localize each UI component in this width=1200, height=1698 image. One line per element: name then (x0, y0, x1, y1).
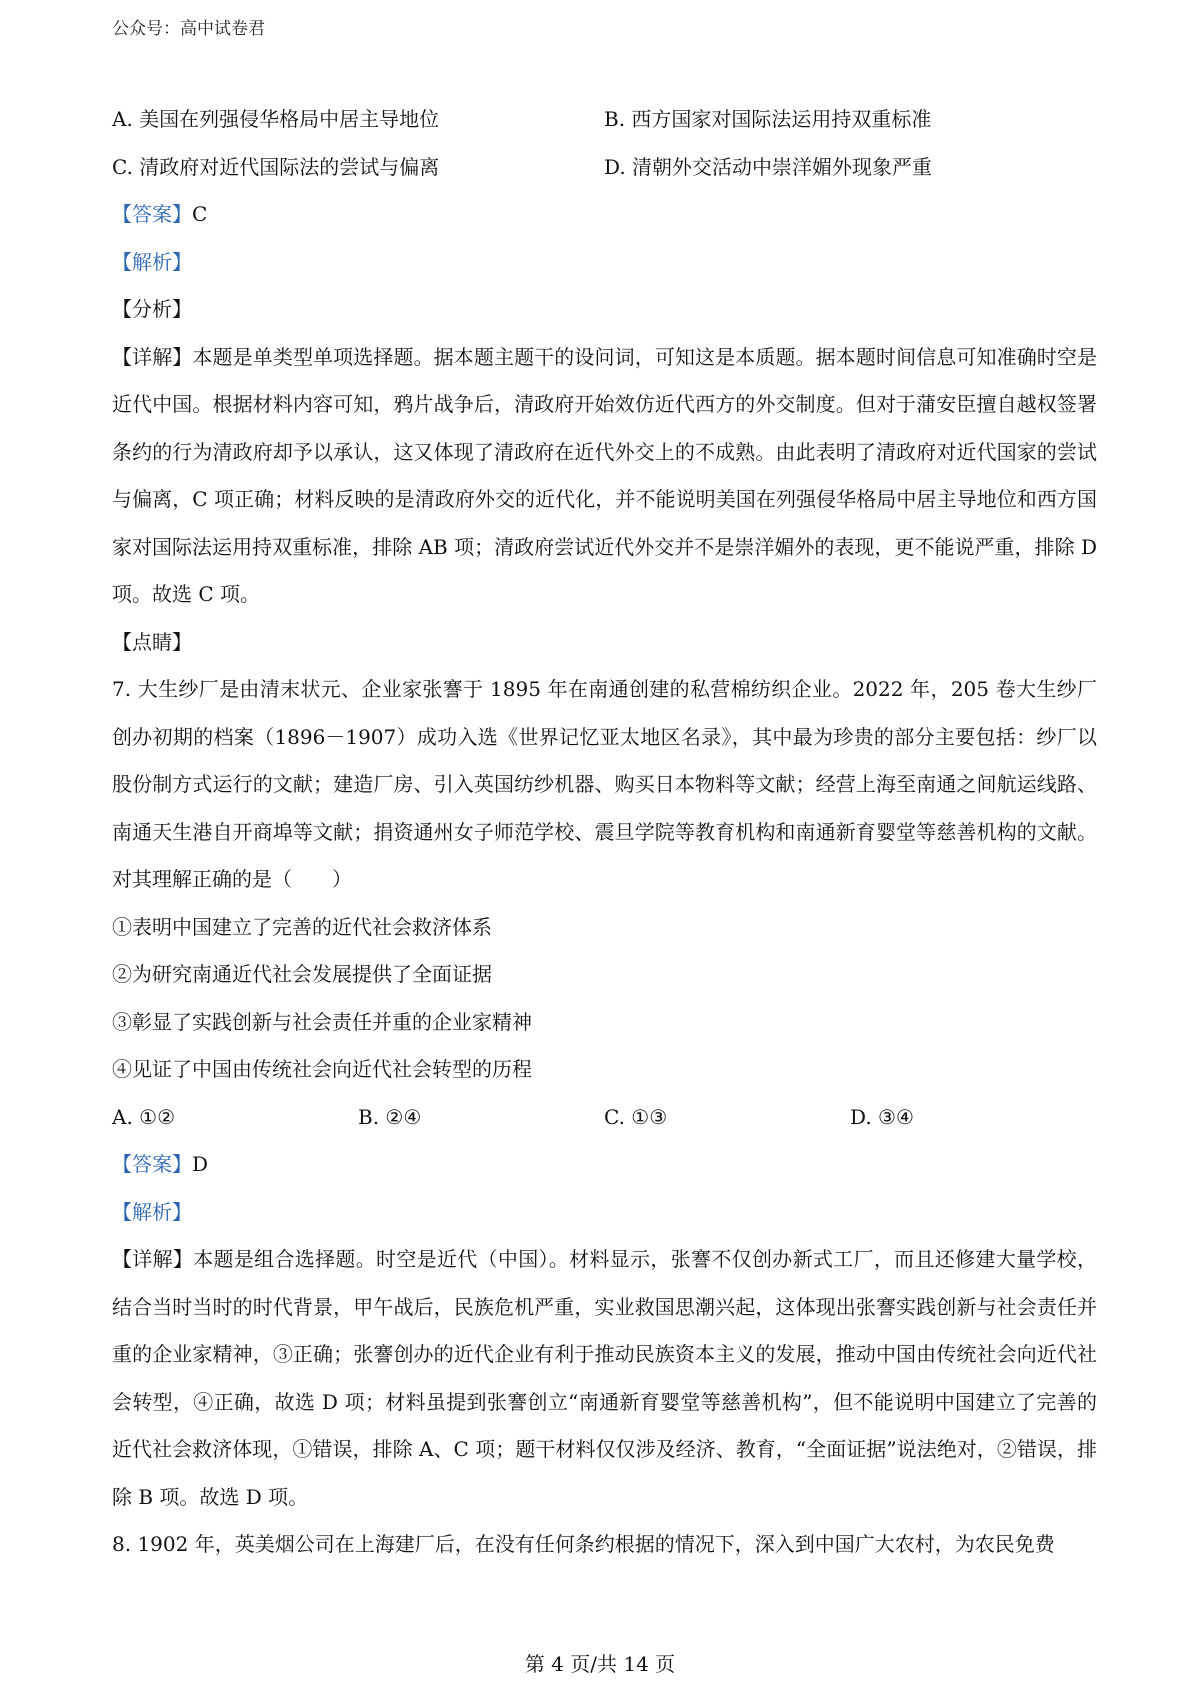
q6-option-b: B. 西方国家对国际法运用持双重标准 (604, 107, 932, 131)
q6-answer-tag: 【答案】 (112, 202, 192, 226)
q6-answer (112, 191, 1097, 239)
q7-statement-3: ③彰显了实践创新与社会责任并重的企业家精神 (112, 1009, 532, 1034)
q7-detail-tag: 【详解】 (112, 1247, 194, 1271)
q6-dianjing-tag: 【点睛】 (112, 629, 192, 654)
q6-detail (112, 334, 1097, 619)
q6-options-row-1 (112, 96, 1097, 144)
q7-answer-tag: 【答案】 (112, 1152, 192, 1176)
q7-answer (112, 1141, 1097, 1189)
q7-detail-text: 本题是组合选择题。时空是近代（中国）。材料显示，张謇不仅创办新式工厂，而且还修建大量学校，结合当时当时的时代背景，甲午战后，民族危机严重，实业救国思潮兴起，这体现出张謇实践创新与社会责任并重的企业家精神，③正确；张謇创办的近代企业有利于推动民族资本主义的发展，推动中国由传统社会向近代社会转型，④正确，故选 D 项；材料虽提到张謇创立“南通新育婴堂等慈善机构”，但不能说明中国建立了完善的近代社会救济体现，①错误，排除 A、C 项；题干材料仅仅涉及经济、教育，“全面证据”说法绝对，②错误，排除 B 项。故选 D 项。 (112, 1247, 1097, 1509)
q6-dianjing (112, 619, 1097, 667)
q7-answer-value: D (192, 1152, 209, 1176)
page-content (112, 96, 1097, 1569)
q7-stem: 7. 大生纱厂是由清末状元、企业家张謇于 1895 年在南通创建的私营棉纺织企业。2022 年，205 卷大生纱厂创办初期的档案（1896－1907）成功入选《世界记忆亚太地区名录》，其中最为珍贵的部分主要包括：纱厂以股份制方式运行的文献；建造厂房、引入英国纺纱机器、购买日本物料等文献；经营上海至南通之间航运线路、南通天生港自开商埠等文献；捐资通州女子师范学校、震旦学院等教育机构和南通新育婴堂等慈善机构的文献。对其理解正确的是（ ） (112, 677, 1097, 891)
q6-option-d: D. 清朝外交活动中崇洋媚外现象严重 (604, 154, 933, 179)
q6-detail-text: 本题是单类型单项选择题。据本题主题干的设问词，可知这是本质题。据本题时间信息可知准确时空是近代中国。根据材料内容可知，鸦片战争后，清政府开始效仿近代西方的外交制度。但对于蒲安臣擅自越权签署条约的行为清政府却予以承认，这又体现了清政府在近代外交上的不成熟。由此表明了清政府对近代国家的尝试与偏离，C 项正确；材料反映的是清政府外交的近代化，并不能说明美国在列强侵华格局中居主导地位和西方国家对国际法运用持双重标准，排除 AB 项；清政府尝试近代外交并不是崇洋媚外的表现，更不能说严重，排除 D 项。故选 C 项。 (112, 344, 1098, 606)
q6-fenxi-tag: 【分析】 (112, 297, 192, 321)
q7-analysis (112, 1189, 1097, 1237)
q7-option-b: B. ②④ (358, 1104, 422, 1129)
q7-options-row (112, 1094, 1097, 1142)
q7-option-d: D. ③④ (850, 1104, 914, 1129)
q7-statement-4: ④见证了中国由传统社会向近代社会转型的历程 (112, 1057, 532, 1081)
q6-analysis-tag: 【解析】 (112, 249, 192, 274)
q6-options-row-2 (112, 144, 1097, 192)
page-footer: 第 4 页/共 14 页 (524, 1652, 676, 1676)
q7-statement-1: ①表明中国建立了完善的近代社会救济体系 (112, 914, 492, 939)
q6-fenxi (112, 286, 1097, 334)
q6-analysis (112, 239, 1097, 287)
q6-answer-value: C (192, 202, 208, 226)
q8-stem: 8. 1902 年，英美烟公司在上海建厂后，在没有任何条约根据的情况下，深入到中国广大农村，为农民免费 (112, 1532, 1055, 1556)
q7-statement-2: ②为研究南通近代社会发展提供了全面证据 (112, 962, 492, 986)
q6-detail-tag: 【详解】 (112, 344, 193, 369)
q6-option-a: A. 美国在列强侵华格局中居主导地位 (112, 107, 440, 131)
q6-option-c: C. 清政府对近代国际法的尝试与偏离 (112, 154, 440, 179)
q7-option-c: C. ①③ (604, 1104, 668, 1129)
q7-analysis-tag: 【解析】 (112, 1199, 192, 1224)
page-header: 公众号：高中试卷君 (112, 19, 265, 39)
q7-option-a: A. ①② (112, 1104, 176, 1129)
q7-detail (112, 1236, 1097, 1521)
